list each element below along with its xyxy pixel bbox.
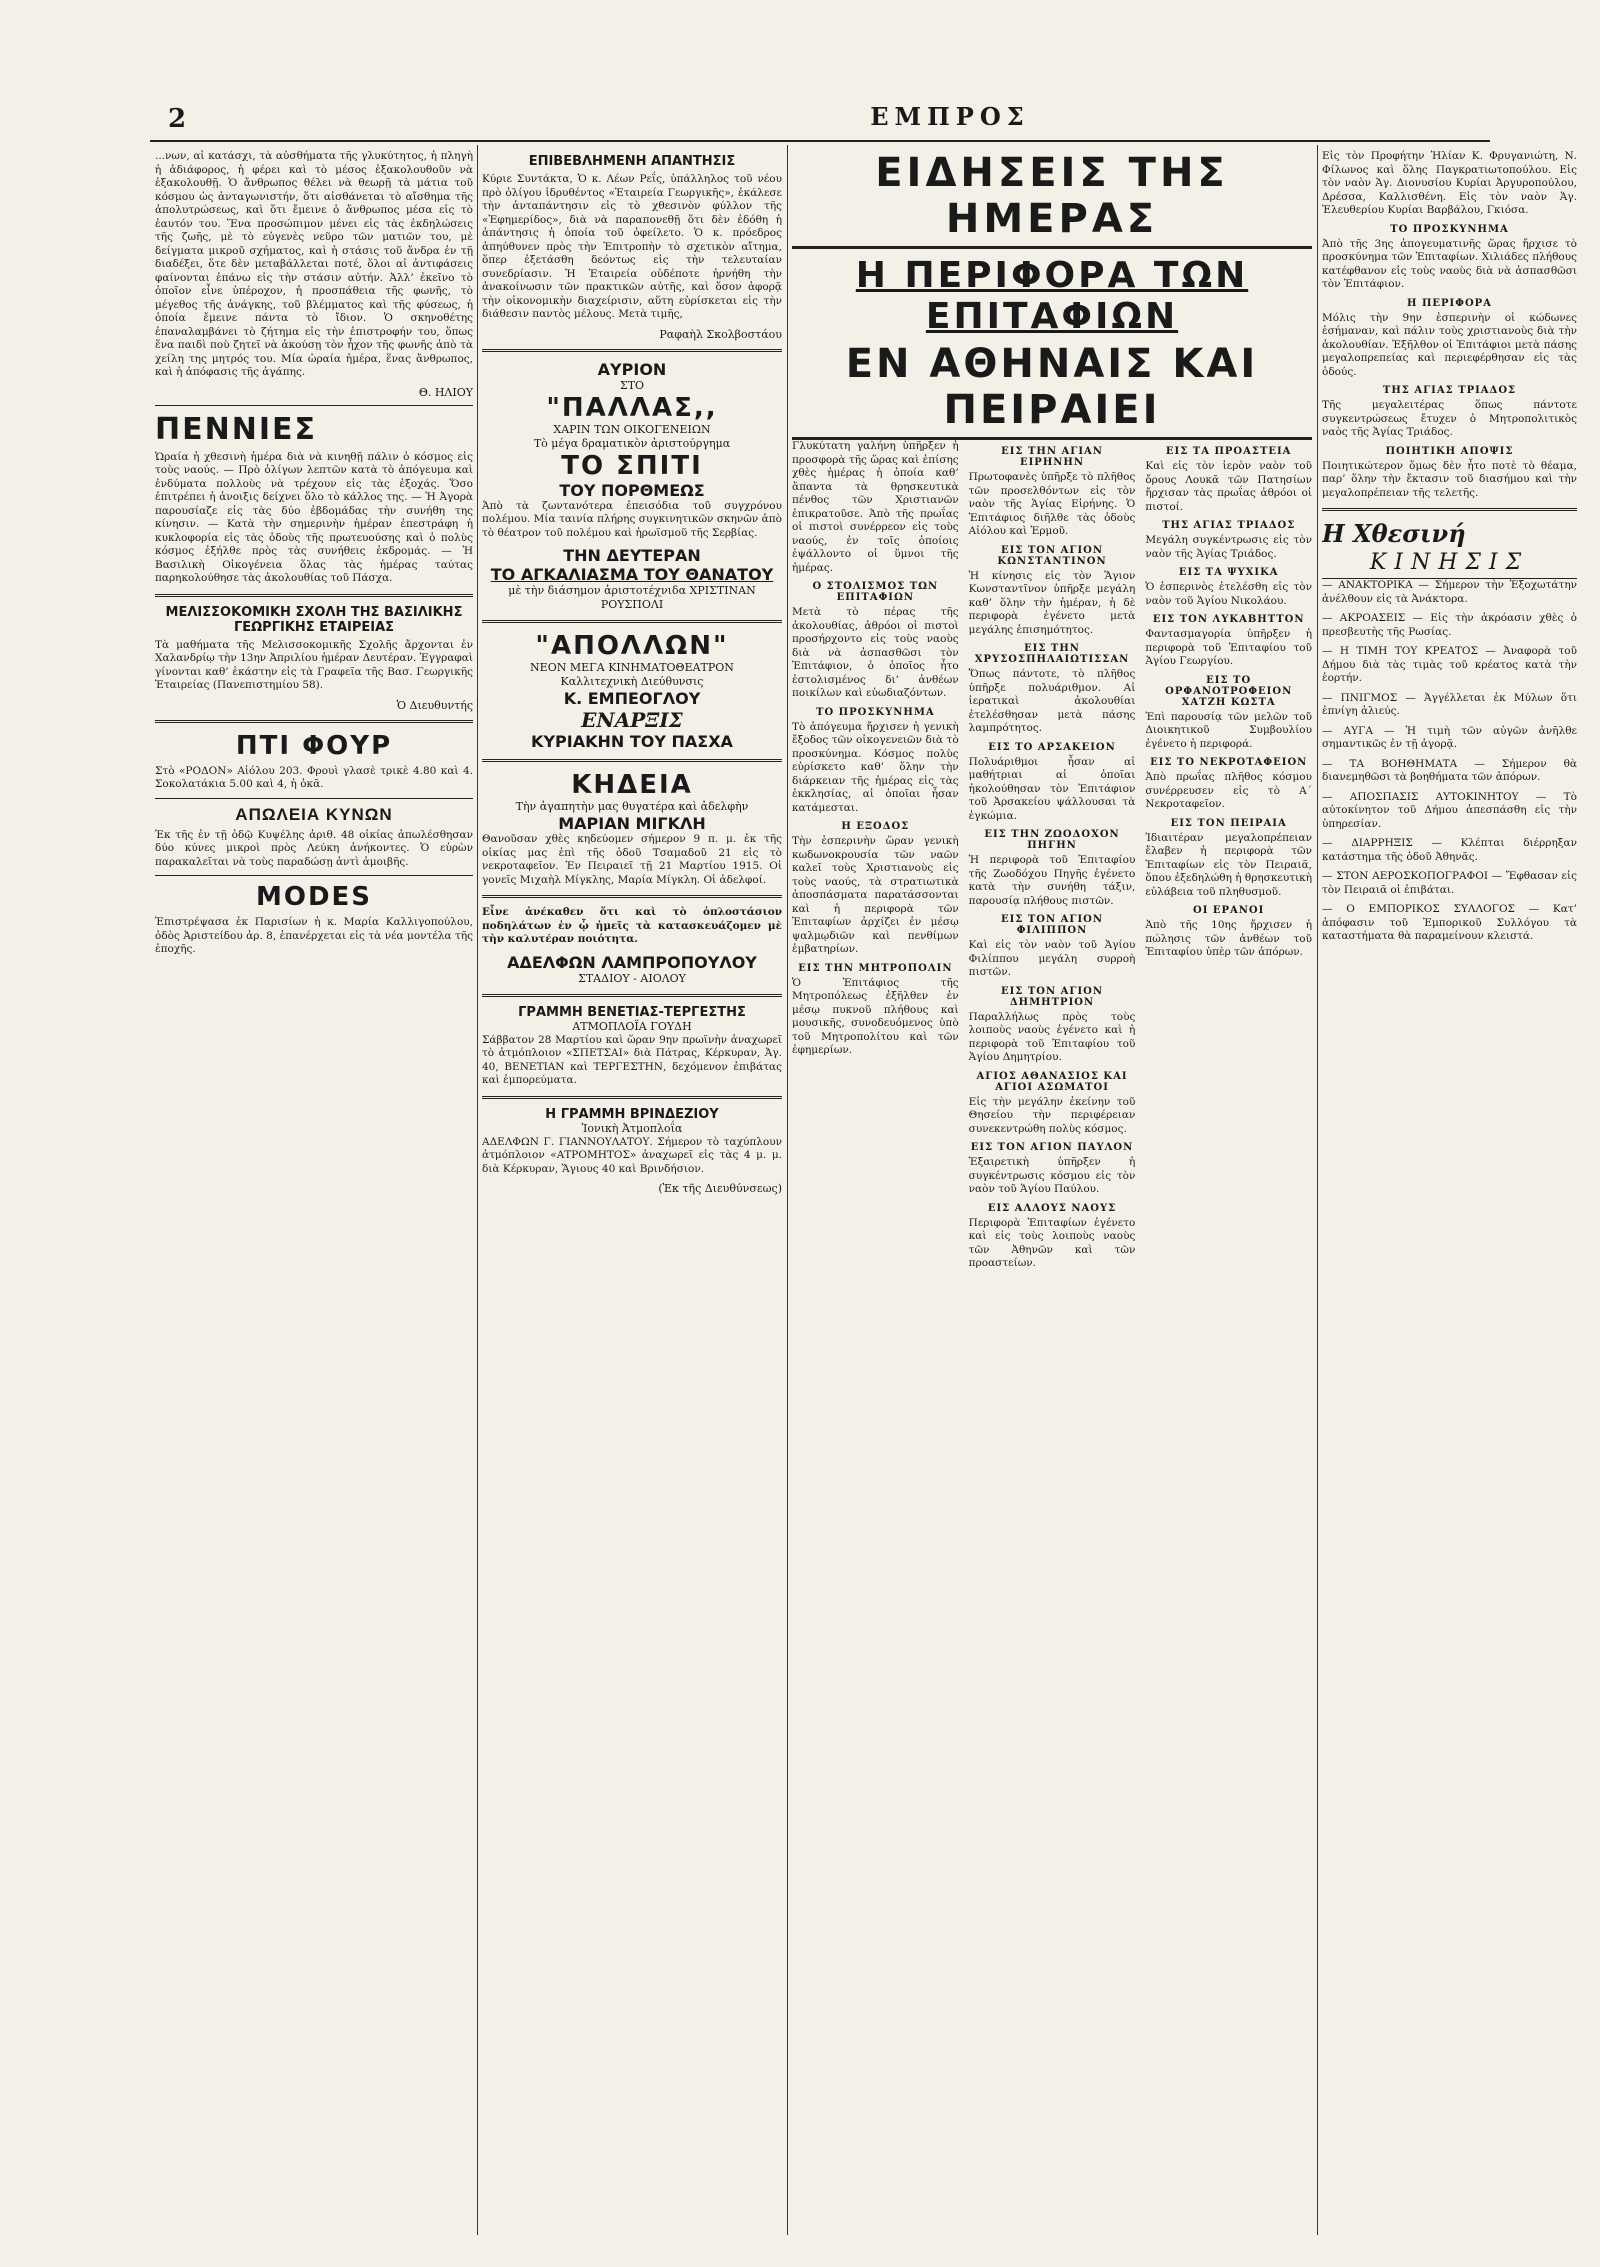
pallas-name: "ΠΑΛΛΑΣ,,: [546, 392, 718, 423]
epitaph-headline: Η ΠΕΡΙΦΟΡΑ ΤΩΝ ΕΠΙΤΑΦΙΩΝ: [855, 255, 1249, 337]
news-subcol-1: [792, 440, 959, 1277]
school-signature: Ὁ Διευθυντής: [396, 698, 473, 712]
column-3: [792, 150, 1312, 2230]
page-header: [150, 100, 1490, 142]
funeral-title: ΚΗΔΕΙΑ: [571, 770, 693, 800]
news-heading: ΤΟ ΠΡΟΣΚΥΝΗΜΑ: [1390, 223, 1509, 235]
lost-dogs-text: Ἐκ τῆς ἐν τῇ ὁδῷ Κυψέλης ἀριθ. 48 οἰκίας ἀπωλέσθησαν δύο κύνες μικροὶ πρὸς Λεύκη ἀνήκοντες. Ὁ εὑρὼν παρακαλεῖται νὰ τοὺς παραδώσῃ ἀντὶ ἀμοιβῆς.: [155, 828, 473, 868]
venice-line-title: ΓΡΑΜΜΗ ΒΕΝΕΤΙΑΣ-ΤΕΡΓΕΣΤΗΣ: [518, 1004, 746, 1020]
pallas-tomorrow: ΑΥΡΙΟΝ: [597, 359, 667, 379]
news-text: Ὁ Ἐπιτάφιος τῆς Μητροπόλεως ἐξῆλθεν ἐν μέσῳ πυκνοῦ πλήθους καὶ μουσικῆς, συνοδευόμενος ὑπὸ τοῦ Μητροπολίτου καὶ τῶν ἐφημερίων.: [792, 976, 959, 1056]
bikes-text: Εἶνε ἀνέκαθεν ὅτι καὶ τὸ ὁπλοστάσιον ποδηλάτων ἐν ᾧ ἡμεῖς τὰ κατασκευάζομεν μὲ τὴν καλυτέραν ποιότητα.: [482, 906, 782, 945]
venice-line-text: Σάββατον 28 Μαρτίου καὶ ὥραν 9ην πρωϊνὴν ἀναχωρεῖ τὸ ἀτμόπλοιον «ΣΠΕΤΣΑΙ» διὰ Πάτρας, Κέρκυραν, Ἀγ. 40, ΒΕΝΕΤΙΑΝ καὶ ΤΕΡΓΕΣΤΗΝ, δεχόμενον ἐπιβάτας καὶ ἐμπορεύματα.: [482, 1033, 782, 1086]
bikes-ad: [482, 906, 782, 986]
bikes-address: ΣΤΑΔΙΟΥ - ΑΙΟΛΟΥ: [578, 971, 686, 985]
news-heading: ΕΙΣ ΤΑ ΠΡΟΑΣΤΕΙΑ: [1165, 446, 1292, 457]
reply-text: Κύριε Συντάκτα, Ὁ κ. Λέων Ρεΐς, ὑπάλληλος τοῦ νέου πρὸ ὀλίγου ἱδρυθέντος «Ἑταιρεία Γεωργικῆς», ἐκάλεσε τὴν ἀνταπάντησιν εἰς τὸ χθεσινὸν φύλλον τῆς «Ἐφημερίδος», διὰ νὰ παραπονεθῇ ὅτι δὲν ἐδόθη ἡ ἀπάντησις ἡ ὁποία τοῦ ὀφείλετο. Ὁ κ. πρόεδρος ἀπηύθυνεν πρὸς τὴν Ἐπιτροπὴν τὸ σχετικὸν αἴτημα, ὅπερ ἐξετάσθη δεόντως εἰς τὴν τελευταίαν συνεδρίασιν. Ἡ Ἑταιρεία οὐδέποτε ἠρνήθη τὴν ἀνακοίνωσιν τῶν πρακτικῶν αὐτῆς, καὶ ὅσον ἀφορᾷ τὴν οἰκονομικὴν διαχείρισιν, αὕτη εὑρίσκεται εἰς τὴν διάθεσιν παντὸς μέλους. Μετὰ τιμῆς,: [482, 173, 782, 320]
apollon-open: ΕΝΑΡΞΙΣ: [581, 708, 683, 732]
news-text: Ἐξαιρετικὴ ὑπῆρξεν ἡ συγκέντρωσις κόσμου εἰς τὸν ναὸν τοῦ Ἁγίου Παύλου.: [968, 1156, 1136, 1195]
pallas-sto: ΣΤΟ: [619, 378, 645, 392]
venice-line-sub: ΑΤΜΟΠΛΟΪΑ ΓΟΥΔΗ: [572, 1019, 692, 1033]
apollon-sub: ΝΕΟΝ ΜΕΓΑ ΚΙΝΗΜΑΤΟΘΕΑΤΡΟΝ: [530, 661, 734, 674]
news-heading: ΕΙΣ ΤΟΝ ΑΓΙΟΝ ΦΙΛΙΠΠΟΝ: [1001, 914, 1104, 936]
news-banner: ΕΙΔΗΣΕΙΣ ΤΗΣ ΗΜΕΡΑΣ: [792, 150, 1312, 249]
news-text: Ἡ περιφορὰ τοῦ Ἐπιταφίου τῆς Ζωοδόχου Πηγῆς ἐγένετο κατὰ τὴν συνήθη τάξιν, παρουσίᾳ πλήθους πιστῶν.: [968, 854, 1136, 907]
news-heading: ΤΟ ΠΡΟΣΚΥΝΗΜΑ: [816, 706, 935, 718]
house-title: ΤΟ ΣΠΙΤΙ: [561, 450, 703, 481]
news-heading: ΕΙΣ ΤΟ ΟΡΦΑΝΟΤΡΟΦΕΙΟΝ ΧΑΤΖΗ ΚΩΣΤΑ: [1165, 674, 1293, 708]
apollon-day: ΚΥΡΙΑΚΗΝ ΤΟΥ ΠΑΣΧΑ: [531, 732, 733, 751]
news-heading: ΕΙΣ ΤΟΝ ΑΓΙΟΝ ΔΗΜΗΤΡΙΟΝ: [1001, 985, 1104, 1008]
house-title2: ΤΟΥ ΠΟΡΘΜΕΩΣ: [559, 480, 705, 500]
news-text: Μόλις τὴν 9ην ἑσπερινὴν οἱ κώδωνες ἐσήμαναν, καὶ πάλιν τοὺς χριστιανοὺς διὰ τὴν ἀκολουθίαν. Ἐξῆλθον οἱ Ἐπιτάφιοι μετὰ πάσης μεγαλοπρεπείας καὶ περιεφέρθησαν εἰς τὰς ὁδούς.: [1322, 311, 1577, 378]
news-heading: Ο ΣΤΟΛΙΣΜΟΣ ΤΩΝ ΕΠΙΤΑΦΙΩΝ: [812, 581, 939, 603]
news-subcol-3: [1145, 440, 1312, 1277]
column-rule: [787, 145, 788, 2235]
news-heading: Η ΕΞΟΔΟΣ: [841, 821, 910, 832]
news-heading: ΕΙΣ ΤΟ ΑΡΣΑΚΕΙΟΝ: [988, 741, 1116, 753]
news-subcol-2: [969, 440, 1136, 1277]
brief-item: — Ο ΕΜΠΟΡΙΚΟΣ ΣΥΛΛΟΓΟΣ — Κατ’ ἀπόφασιν τοῦ Ἐμπορικοῦ Συλλόγου τὰ καταστήματα θὰ παραμείνουν κλειστά.: [1322, 903, 1577, 942]
pallas-sub: ΧΑΡΙΝ ΤΩΝ ΟΙΚΟΓΕΝΕΙΩΝ: [553, 422, 711, 436]
death-sub: μὲ τὴν διάσημον ἀριστοτέχνιδα ΧΡΙΣΤΙΝΑΝ ΡΟΥΣΠΟΛΙ: [508, 584, 756, 611]
apollon-name: "ΑΠΟΛΛΩΝ": [535, 631, 729, 661]
house-text: Ἀπὸ τὰ ζωντανότερα ἐπεισόδια τοῦ συγχρόνου πολέμου. Μία ταινία πλήρης συγκινητικῶν σκηνῶν ἀπὸ τὸ θέατρον τοῦ πολέμου καὶ ἡρωϊσμοῦ τῆς Σερβίας.: [482, 499, 782, 539]
column-rule: [1317, 145, 1318, 2235]
news-text: Καὶ εἰς τὸν ναὸν τοῦ Ἁγίου Φιλίππου μεγάλη συρροὴ πιστῶν.: [968, 939, 1136, 978]
lead-article-signature: Θ. ΗΛΙΟΥ: [418, 385, 473, 399]
school-title: ΜΕΛΙΣΣΟΚΟΜΙΚΗ ΣΧΟΛΗ ΤΗΣ ΒΑΣΙΛΙΚΗΣ ΓΕΩΡΓΙΚΗΣ ΕΤΑΙΡΕΙΑΣ: [165, 604, 463, 635]
venice-line-ad: [482, 1005, 782, 1088]
news-text: Πολυάριθμοι ἦσαν αἱ μαθήτριαι αἱ ὁποῖαι ἠκολούθησαν τὸν Ἐπιτάφιον τοῦ Ἀρσακείου ψάλλουσαι τὰ ἐγκώμια.: [968, 755, 1136, 822]
news-text: Καὶ εἰς τὸν ἱερὸν ναὸν τοῦ ὄρους Λουκᾶ τῶν Πατησίων ἤρχισαν τὰς πρωΐας ἀθρόοι οἱ πιστοί.: [1145, 460, 1312, 513]
pallas-sub2: Τὸ μέγα δραματικὸν ἀριστούργημα: [533, 436, 731, 450]
news-text: Ἀπὸ πρωΐας πλῆθος κόσμου συνέρρευσεν εἰς τὸ Α΄ Νεκροταφεῖον.: [1145, 771, 1312, 810]
news-heading: ΕΙΣ ΤΟΝ ΑΓΙΟΝ ΚΩΝΣΤΑΝΤΙΝΟΝ: [997, 544, 1107, 567]
pennies-text: Ὡραία ἡ χθεσινὴ ἡμέρα διὰ νὰ κινηθῇ πάλιν ὁ κόσμος εἰς τοὺς ναούς. — Πρὸ ὀλίγων λεπτῶν κατὰ τὸ ἀπόγευμα καὶ ἐνδύματα πολλοὺς νὰ τρέχουν εἰς τὰς ἐξοχάς. Ὅσο ἐπιτρέπει ἡ ἀνοιξις δείχνει ὅλο τὸ κάλλος της. — Ἡ Ἀγορὰ παρουσίαζε εἰς τὰς δύο ἐβδομάδας τὴν συνήθη της κίνησιν. — Κατὰ τὴν σημερινὴν ἡμέραν ἐπεστράφη ἡ κυκλοφορία εἰς τὰς ὁδοὺς τῆς πρωτευούσης καὶ ὁ πολὺς κόσμος ἐξήλθε πρὸς τὰς συνήθεις ἐκδρομάς. — Ἡ Βασιλικὴ Οἰκογένεια ὅλας τὰς ἡμέρας ταύτας παρηκολούθησε τὰς ἀκολουθίας τοῦ Πάσχα.: [155, 450, 473, 584]
news-text: Τὴν ἑσπερινὴν ὥραν γενικὴ κωδωνοκρουσία τῶν ναῶν καλεῖ τοὺς Χριστιανοὺς εἰς τοὺς ναούς, τὰ στρατιωτικὰ ἀποσπάσματα παρατάσσονται καὶ ἡ περιφορὰ τῶν Ἐπιταφίων ἀρχίζει ἐν μέσῳ ψαλμῳδιῶν καὶ πενθίμων ἐμβατηρίων.: [792, 835, 959, 955]
column-1: [155, 150, 473, 2230]
news-text: Γλυκύτατη γαλήνη ὑπῆρξεν ἡ προσφορὰ τῆς ὥρας καὶ ἐπίσης χθὲς ἡμέρας ἡ ὁποία καθ’ ἅπαντα τὰ θρησκευτικὰ πένθος τῶν Χριστιανῶν ἐπικρατοῦσε. Ἀπὸ τῆς πρωΐας οἱ πιστοὶ συνέρρεον εἰς τοὺς ναούς, ἐν τοῖς ὁποίοις ἐψάλλοντο οἱ ὕμνοι τῆς ἡμέρας.: [792, 440, 959, 574]
news-text: Ὁ ἑσπερινὸς ἐτελέσθη εἰς τὸν ναὸν τοῦ Ἁγίου Νικολάου.: [1145, 581, 1312, 607]
brindisi-line-text: ΑΔΕΛΦΩΝ Γ. ΓΙΑΝΝΟΥΛΑΤΟΥ. Σήμερον τὸ ταχύπλουν ἀτμόπλοιον «ΑΤΡΟΜΗΤΟΣ» ἀναχωρεῖ εἰς τὰς 4 μ. μ. διὰ Κέρκυραν, Ἅγιους 40 καὶ Βρινδήσιον.: [482, 1135, 782, 1175]
news-heading: ΕΙΣ ΑΛΛΟΥΣ ΝΑΟΥΣ: [987, 1202, 1117, 1214]
masthead: ΕΜΠΡΟΣ: [870, 102, 1030, 131]
column-2: [482, 150, 782, 2230]
brief-item: — ΠΝΙΓΜΟΣ — Ἀγγέλλεται ἐκ Μύλων ὅτι ἐπνίγη ἀλιεύς.: [1322, 691, 1577, 717]
news-text: Μεγάλη συγκέντρωσις εἰς τὸν ναὸν τῆς Ἁγίας Τριάδος.: [1145, 534, 1312, 560]
news-heading: Η ΠΕΡΙΦΟΡΑ: [1407, 297, 1492, 309]
news-text: Ἀπὸ τῆς 3ης ἀπογευματινῆς ὥρας ἤρχισε τὸ προσκύνημα τῶν Ἐπιταφίων. Χιλιάδες πλήθους κατέφθανον εἰς τοὺς ναοὺς διὰ νὰ ἀσπασθῶσι τὸν Ἐπιτάφιον.: [1322, 237, 1577, 290]
news-text: Ὅπως πάντοτε, τὸ πλῆθος ὑπῆρξε πολυάριθμον. Αἱ ἱερατικαὶ ἀκολουθίαι ἐτελέσθησαν μετὰ πάσης λαμπρότητος.: [968, 668, 1136, 734]
lead-article-text: ...νων, αἱ κατάσχι, τὰ αὐσθήματα τῆς γλυκύτητος, ἡ πληγὴ ἡ ἀδιάφορος, ἡ φέρει καὶ τὸ μέσος ἐξακολουθοῦν νὰ ἐξακολουθῇ. Ὁ ἄνθρωπος θέλει νὰ θεωρῇ τὰ μάτια τοῦ κόσμου ὡς ἀνταγωνιστήν, ὅτι αἰσθάνεται τὸ αἴσθημα τῆς ἀπολυτρώσεως, καὶ ὅτι ἔμεινε ὁ ἄνθρωπος μέσα εἰς τὸ ἑαυτόν του. Ἕνα προσώπιμον μένει εἰς τὰς ἐκδηλώσεις τῆς ζωῆς, μὲ τὸ εὐγενὲς νεῦρο τῶν ματιῶν του, μὲ δείγματα μικροῦ σχήματος, καὶ ἡ στάσις τοῦ ἄνδρα ἐν τῇ διαδέξει, ὅτε δὲν μεταβάλλεται ποτέ, ὅλοι αἱ ἀντιφάσεις φαίνονται ἐπάνω εἰς τὴν στάσιν αὐτήν. Ἀλλ’ ἐκεῖνο τὸ ὁποῖον εἶνε ὑπέροχον, ἡ προσπάθεια τῆς φωνῆς, τὸ μέγεθος τῆς ἀνάγκης, τοῦ βλέμματος καὶ τῆς φύσεως, ἡ ὁποία ἔμεινε πάντα τὸ ἴδιον. Ὁ σκηνοθέτης ἐπαναλαμβάνει τὸ ζήτημα εἰς τὴν ἐπιστροφήν του, ὅπως ἕνα παιδὶ ποὺ ζητεῖ νὰ ἀκούσῃ τὸν ἦχον τῆς φωνῆς ἀπὸ τὰ χείλη της μητρός του. Μία ὡραία ἡμέρα, ἕνας ἄνθρωπος, καὶ ἡ ἀπόφασις τῆς ἀγάπης.: [155, 150, 473, 378]
news-text: Ποιητικώτερον ὅμως δὲν ἦτο ποτὲ τὸ θέαμα, παρ’ ὅλην τὴν ἔκτασιν τοῦ διασήμου καὶ τὴν μεγαλοπρέπειαν τῆς τελετῆς.: [1322, 459, 1577, 499]
yesterday-title: Η Χθεσινή: [1322, 519, 1466, 548]
news-heading: ΕΙΣ ΤΑ ΨΥΧΙΚΑ: [1178, 567, 1279, 578]
news-text: Εἰς τὴν μεγάλην ἐκείνην τοῦ Θησείου τὴν περιφέρειαν συνεκεντρώθη πολὺς κόσμος.: [968, 1095, 1136, 1135]
news-heading: ΕΙΣ ΤΟΝ ΑΓΙΟΝ ΠΑΥΛΟΝ: [970, 1142, 1134, 1153]
news-heading: ΑΓΙΟΣ ΑΘΑΝΑΣΙΟΣ ΚΑΙ ΑΓΙΟΙ ΑΣΩΜΑΤΟΙ: [976, 1070, 1128, 1093]
brief-item: — ΔΙΑΡΡΗΞΙΣ — Κλέπται διέρρηξαν κατάστημα τῆς ὁδοῦ Ἀθηνᾶς.: [1322, 837, 1577, 863]
news-text: Τὸ ἀπόγευμα ἤρχισεν ἡ γενικὴ ἔξοδος τῶν οἰκογενειῶν διὰ τὸ προσκύνημα. Κόσμος πολὺς εὑρίσκετο καθ’ ὅλην τὴν διάρκειαν τῆς ἡμέρας εἰς τὰς ἐκκλησίας, αἱ ὁποῖαι ἦσαν κατάμεσται.: [792, 720, 959, 814]
page-number: 2: [168, 104, 187, 134]
brief-item: — ΤΑ ΒΟΗΘΗΜΑΤΑ — Σήμερον θὰ διανεμηθῶσι τὰ βοηθήματα τῶν ἀπόρων.: [1322, 757, 1577, 783]
news-heading: ΕΙΣ ΤΟΝ ΛΥΚΑΒΗΤΤΟΝ: [1152, 614, 1305, 625]
reply-signature: Ραφαὴλ Σκολβοστάου: [659, 327, 782, 341]
funeral-name: ΜΑΡΙΑΝ ΜΙΓΚΛΗ: [558, 814, 706, 833]
movement-title: ΚΙΝΗΣΙΣ: [1322, 550, 1577, 579]
news-text: Ἡ κίνησις εἰς τὸν Ἅγιον Κωνσταντῖνον ὑπῆρξε μεγάλη καθ’ ὅλην τὴν ἡμέραν, ἡ δὲ περιφορὰ ἐγένετο μετὰ μεγάλης ἐπισημότητος.: [968, 569, 1136, 636]
news-heading: ΕΙΣ ΤΗΝ ΜΗΤΡΟΠΟΛΙΝ: [798, 962, 953, 974]
brindisi-line-ad: [482, 1107, 782, 1196]
athens-piraeus-headline: ΕΝ ΑΘΗΝΑΙΣ ΚΑΙ ΠΕΙΡΑΙΕΙ: [792, 341, 1312, 440]
brindisi-line-title: Η ΓΡΑΜΜΗ ΒΡΙΝΔΕΖΙΟΥ: [545, 1106, 719, 1122]
modes-title: MODES: [255, 882, 373, 912]
column-4: [1322, 150, 1577, 2230]
reply-title: ΕΠΙΒΕΒΛΗΜΕΝΗ ΑΠΑΝΤΗΣΙΣ: [528, 154, 736, 169]
apollon-ad: [482, 631, 782, 751]
brief-item: — ΑΚΡΟΑΣΕΙΣ — Εἰς τὴν ἀκρόασιν χθὲς ὁ πρεσβευτὴς τῆς Ρωσίας.: [1322, 612, 1577, 638]
news-text: Παραλλήλως πρὸς τοὺς λοιποὺς ναοὺς ἐγένετο καὶ ἡ περιφορὰ τοῦ Ἐπιταφίου τοῦ Ἁγίου Δημητρίου.: [968, 1010, 1136, 1063]
funeral-notice: [482, 770, 782, 887]
news-heading: ΤΗΣ ΑΓΙΑΣ ΤΡΙΑΔΟΣ: [1382, 385, 1517, 396]
news-heading: ΤΗΣ ΑΓΙΑΣ ΤΡΙΑΔΟΣ: [1162, 520, 1296, 531]
apollon-director: Κ. ΕΜΠΕΟΓΛΟΥ: [563, 689, 701, 708]
school-text: Τὰ μαθήματα τῆς Μελισσοκομικῆς Σχολῆς ἄρχονται ἐν Χαλανδρίῳ τὴν 13ην Ἀπριλίου ἡμέραν Δευτέραν. Ἐγγραφαὶ γίνονται καθ’ ἑκάστην εἰς τὰ Γραφεῖα τῆς Βασ. Γεωργικῆς Ἑταιρείας (Πανεπιστημίου 58).: [155, 638, 473, 691]
pennies-title: ΠΕΝΝΙΕΣ: [155, 411, 317, 447]
lost-dogs-title: ΑΠΩΛΕΙΑ ΚΥΝΩΝ: [235, 804, 393, 824]
news-text: Φαντασμαγορία ὑπῆρξεν ἡ περιφορὰ τοῦ Ἐπιταφίου τοῦ Ἁγίου Γεωργίου.: [1145, 628, 1312, 667]
petit-four-text: Στὸ «ΡΟΔΟΝ» Αἰόλου 203. Φρουὶ γλασὲ τρικὲ 4.80 καὶ 4. Σοκολατάκια 5.00 καὶ 4, ἡ ὀκᾶ.: [155, 764, 473, 790]
brief-item: — ΑΠΟΣΠΑΣΙΣ ΑΥΤΟΚΙΝΗΤΟΥ — Τὸ αὐτοκίνητον τοῦ Δήμου ἀπεσπάσθη εἰς τὴν ὑπηρεσίαν.: [1322, 790, 1577, 830]
brief-item: — ΣΤΟΝ ΑΕΡΟΣΚΟΠΟΓΡΑΦΟΙ — Ἔφθασαν εἰς τὸν Πειραιᾶ οἱ ἐπιβάται.: [1322, 870, 1577, 896]
brief-item: — ΑΝΑΚΤΟΡΙΚΑ — Σήμερον τὴν Ἐξοχωτάτην ἀνέλθουν εἰς τὰ Ἀνάκτορα.: [1322, 579, 1577, 605]
pallas-ad: [482, 360, 782, 613]
news-heading: ΕΙΣ ΤΟΝ ΠΕΙΡΑΙΑ: [1170, 817, 1287, 829]
news-text: Μετὰ τὸ πέρας τῆς ἀκολουθίας, ἀθρόοι οἱ πιστοὶ προσήρχοντο εἰς τοὺς ναοὺς διὰ νὰ ἀσπασθῶσι τὸν Ἐπιτάφιον, ὁ ὁποῖος ἦτο ἐστολισμένος δι’ ἀνθέων ποικίλων καὶ εὐωδιαζόντων.: [792, 606, 959, 699]
news-heading: ΠΟΙΗΤΙΚΗ ΑΠΟΨΙΣ: [1385, 445, 1514, 457]
news-heading: ΕΙΣ ΤΟ ΝΕΚΡΟΤΑΦΕΙΟΝ: [1150, 757, 1308, 768]
modes-text: Ἐπιστρέψασα ἐκ Παρισίων ἡ κ. Μαρία Καλλιγοπούλου, ὁδὸς Ἀριστείδου ἀρ. 8, ἐπανέρχεται εἰς τὰ νέα μοντέλα τῆς ἐποχῆς.: [155, 916, 473, 955]
news-text: Ἐπὶ παρουσίᾳ τῶν μελῶν τοῦ Διοικητικοῦ Συμβουλίου ἐγένετο ἡ περιφορά.: [1145, 710, 1312, 750]
news-text: Ἰδιαιτέραν μεγαλοπρέπειαν ἔλαβεν ἡ περιφορὰ τῶν Ἐπιταφίων εἰς τὸν Πειραιᾶ, ὅπου ἐξεδηλώθη ἡ θρησκευτικὴ εὐλάβεια τοῦ πληθυσμοῦ.: [1145, 831, 1312, 898]
column-rule: [477, 145, 478, 2235]
apollon-dir: Καλλιτεχνικὴ Διεύθυνσις: [560, 675, 704, 688]
brindisi-line-sub: Ἰονικὴ Ἀτμοπλοΐα: [581, 1121, 683, 1135]
news-text: Τῆς μεγαλειτέρας ὅπως πάντοτε συγκεντρώσεως ἔτυχεν ὁ Μητροπολιτικὸς ναὸς τῆς Ἁγίας Τριάδος.: [1322, 399, 1577, 438]
news-heading: ΕΙΣ ΤΗΝ ΧΡΥΣΟΣΠΗΛΑΙΩΤΙΣΣΑΝ: [974, 643, 1130, 665]
news-text: Πρωτοφανὲς ὑπῆρξε τὸ πλῆθος τῶν προσελθόντων εἰς τὸν ναὸν τῆς Ἁγίας Εἰρήνης. Ὁ Ἐπιτάφιος διῆλθε τὰς ὁδοὺς Αἰόλου καὶ Ἑρμοῦ.: [968, 471, 1136, 537]
news-heading: ΕΙΣ ΤΗΝ ΖΩΟΔΟΧΟΝ ΠΗΓΗΝ: [984, 829, 1120, 851]
death-title: ΤΟ ΑΓΚΑΛΙΑΣΜΑ ΤΟΥ ΘΑΝΑΤΟΥ: [490, 565, 774, 584]
news-heading: ΟΙ ΕΡΑΝΟΙ: [1193, 905, 1265, 916]
brief-item: — Η ΤΙΜΗ ΤΟΥ ΚΡΕΑΤΟΣ — Ἀναφορὰ τοῦ Δήμου διὰ τὰς τιμὰς τοῦ κρέατος κατὰ τὴν ἑορτήν.: [1322, 645, 1577, 684]
news-subcolumns: [792, 440, 1312, 1277]
brindisi-line-sign: (Ἐκ τῆς Διευθύνσεως): [658, 1182, 782, 1195]
brief-item: — ΑΥΓΑ — Ἡ τιμὴ τῶν αὐγῶν ἀνῆλθε σημαντικῶς ἐν τῇ ἀγορᾷ.: [1322, 724, 1577, 750]
funeral-sub: Τὴν ἀγαπητὴν μας θυγατέρα καὶ ἀδελφὴν: [515, 800, 749, 813]
col4-top-text: Εἰς τὸν Προφήτην Ἠλίαν Κ. Φρυγανιώτη, Ν. Φίλωνος καὶ ὅλης Παγκρατιωτοπούλου. Εἰς τὸν ναὸν Ἁγ. Διονυσίου Κυρίαι Ἀργυροπούλου, Δρέσσα, Καλλισθένη. Εἰς τὸν ναὸν Ἁγ. Ἐλευθερίου Κυρίαι Βαρβάλου, Γκιόσα.: [1322, 150, 1577, 216]
petit-four-title: ΠΤΙ ΦΟΥΡ: [235, 730, 393, 761]
bikes-name: ΑΔΕΛΦΩΝ ΛΑΜΠΡΟΠΟΥΛΟΥ: [507, 952, 757, 972]
news-text: Περιφορὰ Ἐπιταφίων ἐγένετο καὶ εἰς τοὺς λοιποὺς ναοὺς τῶν Ἀθηνῶν καὶ τῶν προαστείων.: [968, 1216, 1136, 1269]
monday-label: ΤΗΝ ΔΕΥΤΕΡΑΝ: [563, 546, 701, 565]
funeral-text: Θανοῦσαν χθὲς κηδεύομεν σήμερον 9 π. μ. ἐκ τῆς οἰκίας μας ἐπὶ τῆς ὁδοῦ Τσαμαδοῦ 21 εἰς τὸ νεκροταφεῖον. Ἐν Πειραιεῖ τῇ 21 Μαρτίου 1915. Οἱ γονεῖς Μιχαὴλ Μίγκλης, Μαρία Μίγκλη. Οἱ ἀδελφοί.: [482, 833, 782, 886]
news-text: Ἀπὸ τῆς 10ης ἤρχισεν ἡ πώλησις τῶν ἀνθέων τοῦ Ἐπιταφίου ὑπὲρ τῶν ἀπόρων.: [1145, 919, 1312, 958]
news-heading: ΕΙΣ ΤΗΝ ΑΓΙΑΝ ΕΙΡΗΝΗΝ: [1001, 446, 1103, 468]
